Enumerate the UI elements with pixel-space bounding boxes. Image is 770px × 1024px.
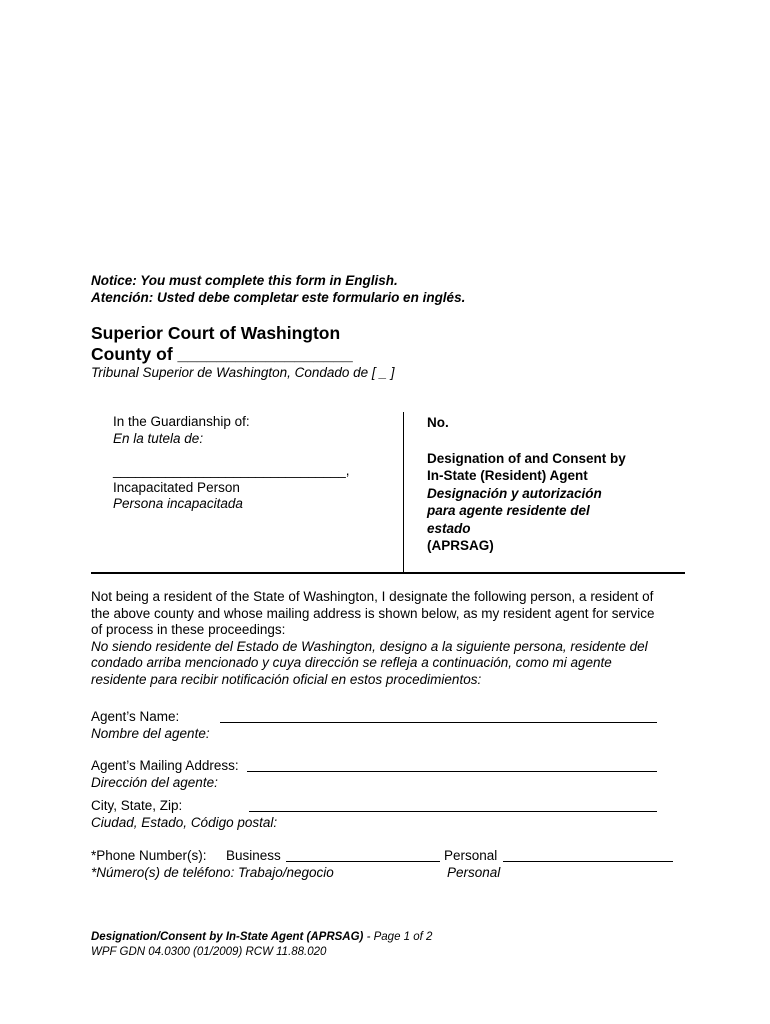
phone-field	[91, 848, 691, 882]
agent-name-label-es: Nombre del agente:	[91, 725, 210, 741]
city-field	[91, 798, 691, 831]
caption-right	[427, 414, 626, 555]
doc-title-es-3: estado	[427, 520, 471, 536]
statement-en-3: of process in these proceedings:	[91, 622, 286, 637]
agent-address-field	[91, 758, 691, 791]
agent-address-label-es: Dirección del agente:	[91, 774, 218, 790]
city-label: City, State, Zip:	[91, 798, 183, 813]
statement-es-1: No siendo residente del Estado de Washington, designo a la siguiente persona, residente del	[91, 638, 648, 654]
page-footer	[91, 930, 432, 960]
footer-code: WPF GDN 04.0300 (01/2009) RCW 11.88.020	[91, 946, 327, 958]
city-line[interactable]	[249, 811, 657, 812]
phone-label: *Phone Number(s):	[91, 848, 207, 863]
caption-divider	[403, 412, 404, 574]
doc-title-en-2: In-State (Resident) Agent	[427, 468, 588, 483]
personal-label: Personal	[444, 848, 498, 863]
court-heading	[91, 323, 353, 365]
court-county: County of __________________	[91, 344, 353, 364]
notice-es: Atención: Usted debe completar este formulario en inglés.	[91, 290, 466, 305]
caption-rule	[91, 572, 685, 574]
business-label: Business	[226, 848, 281, 863]
footer-page: - Page 1 of 2	[363, 931, 433, 943]
city-label-es: Ciudad, Estado, Código postal:	[91, 814, 278, 830]
court-title: Superior Court of Washington	[91, 323, 341, 343]
statement-en-1: Not being a resident of the State of Washington, I designate the following person, a resident of	[91, 589, 654, 604]
statement-en-2: the above county and whose mailing address is shown below, as my resident agent for service	[91, 605, 655, 621]
agent-address-label: Agent’s Mailing Address:	[91, 758, 239, 773]
personal-label-es: Personal	[447, 864, 501, 880]
statement	[91, 589, 691, 688]
case-number-label: No.	[427, 415, 449, 430]
person-label-es: Persona incapacitada	[113, 496, 243, 511]
court-heading-es: Tribunal Superior de Washington, Condado de [ _ ]	[91, 365, 395, 380]
doc-title-en-1: Designation of and Consent by	[427, 450, 626, 466]
person-name-line: _______________________________,	[113, 463, 350, 478]
business-label-es: Trabajo/negocio	[238, 864, 334, 880]
guardianship-label-es: En la tutela de:	[113, 430, 204, 446]
doc-code: (APRSAG)	[427, 538, 494, 553]
notice-en: Notice: You must complete this form in English.	[91, 273, 398, 288]
phone-label-es: *Número(s) de teléfono:	[91, 864, 235, 880]
agent-name-line[interactable]	[220, 722, 657, 723]
doc-title-es-2: para agente residente del	[427, 503, 590, 518]
business-phone-line[interactable]	[286, 861, 440, 862]
agent-name-field	[91, 709, 691, 742]
guardianship-label: In the Guardianship of:	[113, 414, 250, 429]
statement-es-3: residente para recibir notificación oficial en estos procedimientos:	[91, 671, 482, 687]
caption-left	[113, 414, 350, 513]
footer-title: Designation/Consent by In-State Agent (APRSAG)	[91, 931, 364, 943]
person-label: Incapacitated Person	[113, 479, 240, 495]
notice	[91, 272, 465, 306]
agent-name-label: Agent’s Name:	[91, 709, 180, 724]
doc-title-es-1: Designación y autorización	[427, 485, 602, 501]
agent-address-line[interactable]	[247, 771, 657, 772]
statement-es-2: condado arriba mencionado y cuya dirección se refleja a continuación, como mi agente	[91, 655, 612, 670]
personal-phone-line[interactable]	[503, 861, 673, 862]
